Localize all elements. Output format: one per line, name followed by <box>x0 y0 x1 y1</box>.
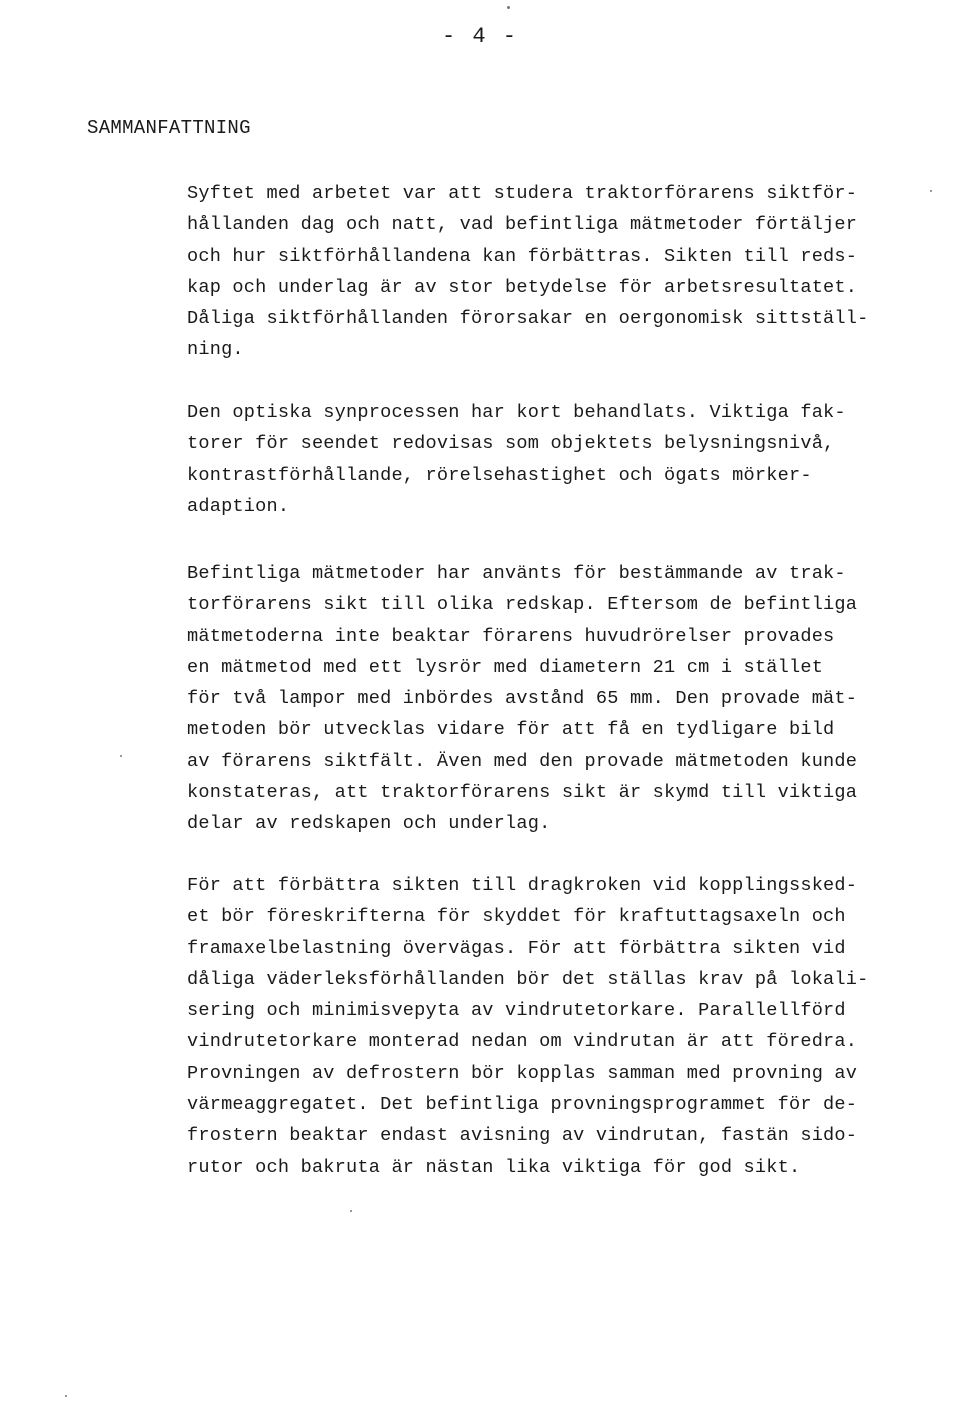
text-line: Den optiska synprocessen har kort behandlats. Viktiga fak- <box>187 402 846 423</box>
page-number: - 4 - <box>441 24 518 49</box>
text-line: adaption. <box>187 495 290 517</box>
text-line: Provningen av defrostern bör kopplas samman med provning av <box>187 1062 858 1084</box>
scan-speck <box>65 1395 67 1397</box>
text-line: dåliga väderleksförhållanden bör det ställas krav på lokali- <box>187 968 869 990</box>
text-line: en mätmetod med ett lysrör med diametern 21 cm i stället <box>187 656 824 678</box>
text-line: et bör föreskrifterna för skyddet för kraftuttagsaxeln och <box>187 906 846 928</box>
text-line: hållanden dag och natt, vad befintliga mätmetoder förtäljer <box>187 214 858 236</box>
text-line: kontrastförhållande, rörelsehastighet och ögats mörker- <box>187 464 812 486</box>
text-line: Syftet med arbetet var att studera traktorförarens siktför- <box>187 183 858 204</box>
text-line: ning. <box>187 339 244 361</box>
text-line: för två lampor med inbördes avstånd 65 mm. Den provade mät- <box>187 688 858 710</box>
scan-speck <box>350 1210 352 1212</box>
text-line: konstateras, att traktorförarens sikt är skymd till viktiga <box>187 782 858 804</box>
text-line: frostern beaktar endast avisning av vindrutan, fastän sido- <box>187 1125 858 1147</box>
text-line: vindrutetorkare monterad nedan om vindrutan är att föredra. <box>187 1031 858 1053</box>
text-line: rutor och bakruta är nästan lika viktiga för god sikt. <box>187 1156 801 1178</box>
paragraph-visual-process <box>187 397 947 522</box>
text-line: av förarens siktfält. Även med den provade mätmetoden kunde <box>187 750 858 772</box>
text-line: framaxelbelastning övervägas. För att förbättra sikten vid <box>187 937 846 959</box>
text-line: För att förbättra sikten till dragkroken vid kopplingssked- <box>187 875 858 896</box>
section-heading: SAMMANFATTNING <box>87 117 251 139</box>
text-line: sering och minimisvepyta av vindrutetorkare. Parallellförd <box>187 1000 846 1022</box>
paragraph-purpose <box>187 178 947 366</box>
scan-speck <box>120 755 122 757</box>
text-line: Dåliga siktförhållanden förorsakar en oergonomisk sittställ- <box>187 308 869 330</box>
text-line: värmeaggregatet. Det befintliga provningsprogrammet för de- <box>187 1094 858 1116</box>
text-line: och hur siktförhållandena kan förbättras. Sikten till reds- <box>187 245 858 267</box>
text-line: torförarens sikt till olika redskap. Eftersom de befintliga <box>187 594 858 616</box>
text-line: kap och underlag är av stor betydelse för arbetsresultatet. <box>187 276 858 298</box>
text-line: Befintliga mätmetoder har använts för bestämmande av trak- <box>187 563 846 584</box>
text-line: mätmetoderna inte beaktar förarens huvudrörelser provades <box>187 625 835 647</box>
paragraph-measurement-methods <box>187 558 947 840</box>
scan-speck <box>930 190 932 192</box>
paragraph-recommendations <box>187 870 947 1183</box>
text-line: torer för seendet redovisas som objektets belysningsnivå, <box>187 433 835 455</box>
scan-speck <box>507 6 510 9</box>
text-line: metoden bör utvecklas vidare för att få en tydligare bild <box>187 719 835 741</box>
text-line: delar av redskapen och underlag. <box>187 813 551 835</box>
